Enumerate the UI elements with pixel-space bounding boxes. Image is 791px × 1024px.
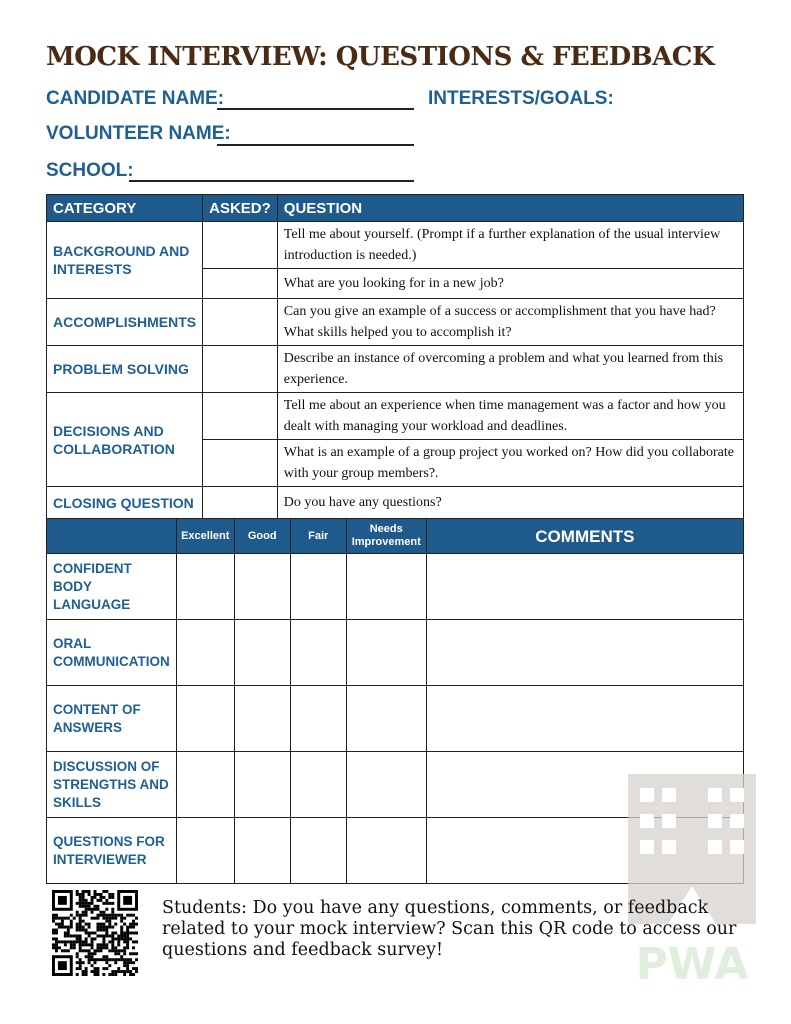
table-row: [47, 554, 744, 620]
asked-cell[interactable]: [203, 299, 278, 346]
rating-cell[interactable]: [290, 620, 346, 686]
question-cell: Can you give an example of a success or accomplishment that you have had? What skills helped you to accomplish it?: [277, 299, 743, 346]
rating-cell[interactable]: [290, 818, 346, 884]
category-cell: DECISIONS AND COLLABORATION: [47, 393, 203, 487]
header-good: Good: [234, 519, 290, 554]
header-blank: [47, 519, 177, 554]
question-cell: Tell me about an experience when time management was a factor and how you dealt with managing your workload and deadlines.: [277, 393, 743, 440]
candidate-name-label: CANDIDATE NAME:: [46, 88, 225, 109]
header-question: QUESTION: [277, 195, 743, 222]
rating-cell[interactable]: [234, 752, 290, 818]
asked-cell[interactable]: [203, 440, 278, 487]
criterion-cell: DISCUSSION OF STRENGTHS AND SKILLS: [47, 752, 177, 818]
category-cell: ACCOMPLISHMENTS: [47, 299, 203, 346]
rating-cell[interactable]: [234, 554, 290, 620]
asked-cell[interactable]: [203, 393, 278, 440]
header-excellent: Excellent: [176, 519, 234, 554]
table-row: [47, 393, 744, 440]
question-cell: What is an example of a group project you worked on? How did you collaborate with your group members?.: [277, 440, 743, 487]
criterion-cell: CONTENT OF ANSWERS: [47, 686, 177, 752]
comments-cell[interactable]: [426, 620, 743, 686]
rating-cell[interactable]: [290, 752, 346, 818]
category-cell: BACKGROUND AND INTERESTS: [47, 222, 203, 299]
question-cell: Tell me about yourself. (Prompt if a further explanation of the usual interview introduction is needed.): [277, 222, 743, 269]
rating-cell[interactable]: [176, 620, 234, 686]
rating-cell[interactable]: [346, 554, 426, 620]
header-category: CATEGORY: [47, 195, 203, 222]
table-row: [47, 299, 744, 346]
table-row: [47, 222, 744, 269]
table-row: [47, 346, 744, 393]
rating-cell[interactable]: [346, 752, 426, 818]
header-asked: ASKED?: [203, 195, 278, 222]
question-table: [46, 194, 744, 519]
question-cell: Describe an instance of overcoming a problem and what you learned from this experience.: [277, 346, 743, 393]
rating-cell[interactable]: [290, 686, 346, 752]
interests-goals-label: INTERESTS/GOALS:: [428, 88, 614, 109]
rating-cell[interactable]: [346, 686, 426, 752]
category-cell: PROBLEM SOLVING: [47, 346, 203, 393]
question-table-header: [47, 195, 744, 222]
asked-cell[interactable]: [203, 346, 278, 393]
rating-table-header: [47, 519, 744, 554]
question-cell: What are you looking for in a new job?: [277, 269, 743, 299]
volunteer-name-label: VOLUNTEER NAME:: [46, 123, 231, 144]
rating-cell[interactable]: [234, 686, 290, 752]
rating-cell[interactable]: [346, 620, 426, 686]
asked-cell[interactable]: [203, 222, 278, 269]
qr-code-icon[interactable]: [52, 890, 138, 976]
criterion-cell: ORAL COMMUNICATION: [47, 620, 177, 686]
rating-cell[interactable]: [346, 818, 426, 884]
table-row: [47, 487, 744, 519]
survey-note: Students: Do you have any questions, comments, or feedback related to your mock interview? Scan this QR code to access our questions and feedback survey!: [162, 898, 737, 960]
criterion-cell: CONFIDENT BODY LANGUAGE: [47, 554, 177, 620]
header-fair: Fair: [290, 519, 346, 554]
school-line[interactable]: [129, 180, 414, 182]
asked-cell[interactable]: [203, 487, 278, 519]
category-cell: CLOSING QUESTION: [47, 487, 203, 519]
table-row: [47, 620, 744, 686]
criterion-cell: QUESTIONS FOR INTERVIEWER: [47, 818, 177, 884]
rating-cell[interactable]: [176, 752, 234, 818]
rating-cell[interactable]: [176, 818, 234, 884]
header-needs-improvement: Needs Improvement: [346, 519, 426, 554]
table-row: [47, 686, 744, 752]
asked-cell[interactable]: [203, 269, 278, 299]
rating-cell[interactable]: [176, 554, 234, 620]
school-label: SCHOOL:: [46, 160, 134, 181]
rating-cell[interactable]: [234, 818, 290, 884]
question-cell: Do you have any questions?: [277, 487, 743, 519]
page-title: MOCK INTERVIEW: QUESTIONS & FEEDBACK: [46, 42, 715, 72]
rating-cell[interactable]: [290, 554, 346, 620]
pwa-logo-text: PWA: [635, 939, 749, 990]
rating-cell[interactable]: [234, 620, 290, 686]
candidate-name-line[interactable]: [217, 108, 414, 110]
comments-cell[interactable]: [426, 554, 743, 620]
comments-cell[interactable]: [426, 686, 743, 752]
rating-cell[interactable]: [176, 686, 234, 752]
header-comments: COMMENTS: [426, 519, 743, 554]
volunteer-name-line[interactable]: [217, 144, 414, 146]
